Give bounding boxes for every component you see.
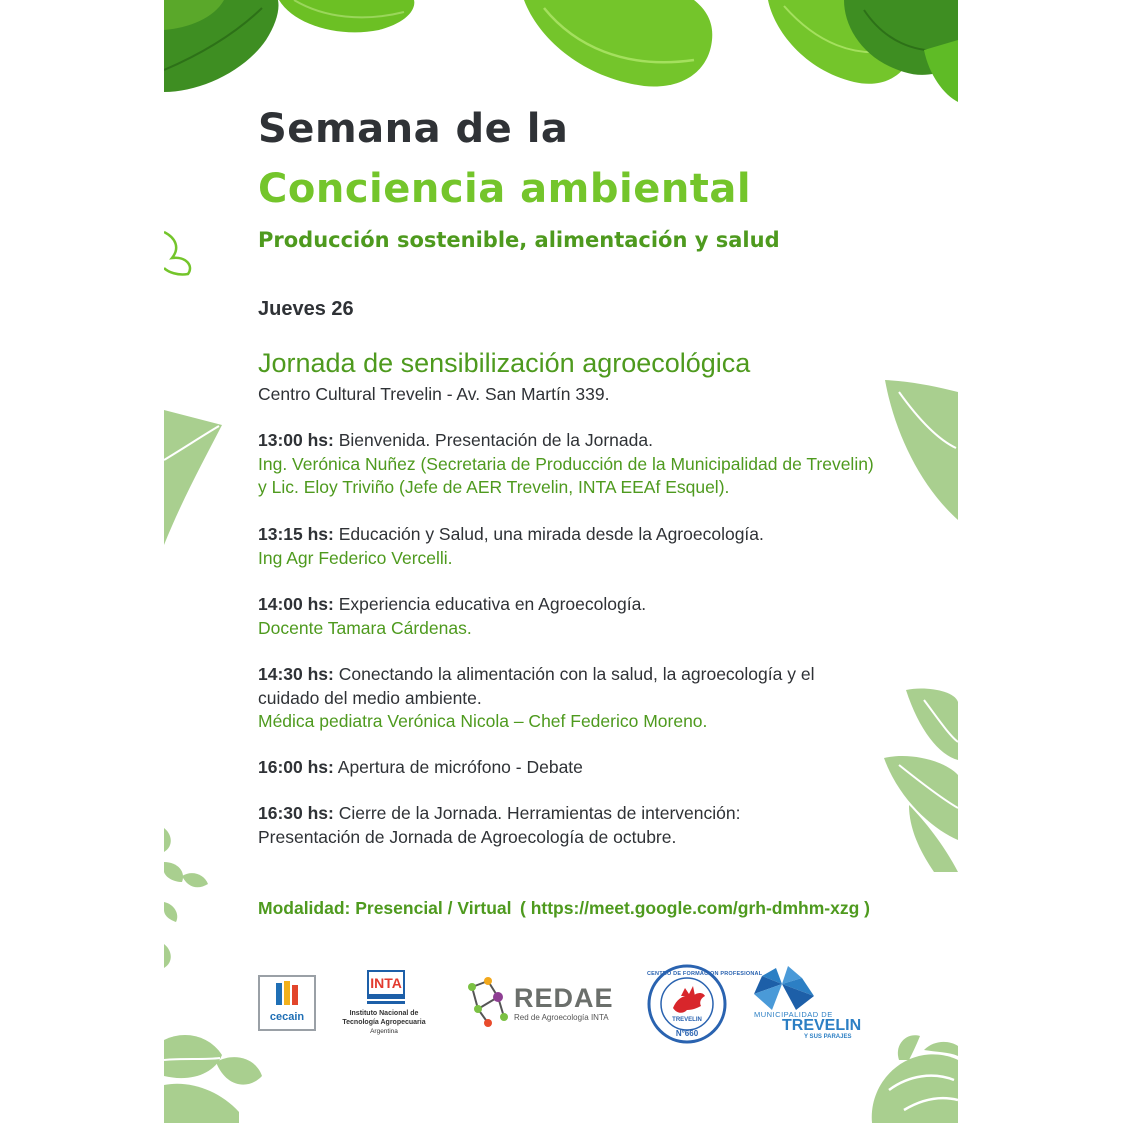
inta-mark: INTA <box>367 970 405 996</box>
leaf-bottom-left-2 <box>216 1057 262 1084</box>
title-line-1: Semana de la <box>258 106 569 152</box>
inta-logo <box>344 968 444 1038</box>
leaf-left-lower-3 <box>182 873 208 887</box>
leaf-right-middle <box>885 380 958 520</box>
network-icon <box>464 975 510 1031</box>
schedule-time: 13:00 hs: <box>258 430 334 450</box>
municipal-emblem-icon <box>752 966 816 1012</box>
schedule-desc: Cierre de la Jornada. Herramientas de intervención: <box>333 803 741 823</box>
leaf-left-lower-1 <box>164 828 171 852</box>
redae-caption: Red de Agroecología INTA <box>514 1013 609 1022</box>
inta-caption: Instituto Nacional de <box>349 1010 419 1017</box>
inta-rule <box>367 1001 405 1004</box>
leaf-outline-left <box>164 232 190 275</box>
schedule-desc: Experiencia educativa en Agroecología. <box>333 594 647 614</box>
poster <box>164 0 958 1123</box>
schedule-speaker: y Lic. Eloy Triviño (Jefe de AER Trevelin, INTA EEAf Esquel). <box>258 477 730 497</box>
cecain-text: cecain <box>269 1011 305 1023</box>
meet-link[interactable]: ( https://meet.google.com/grh-dmhm-xzg ) <box>520 898 870 918</box>
schedule-desc: Apertura de micrófono - Debate <box>333 757 583 777</box>
schedule-desc: Conectando la alimentación con la salud, la agroecología y el <box>333 664 815 684</box>
inta-caption: Tecnología Agropecuaria <box>342 1019 426 1026</box>
schedule-time: 16:30 hs: <box>258 803 334 823</box>
leaf-left-lower-2 <box>164 862 183 882</box>
modality-label: Modalidad: Presencial / Virtual <box>258 898 512 918</box>
leaf-bottom-left-3 <box>164 1084 239 1123</box>
leaf-right-lower-1 <box>906 689 958 761</box>
schedule-item <box>258 429 874 500</box>
schedule-time: 16:00 hs: <box>258 757 334 777</box>
schedule-item <box>258 523 764 570</box>
cfp-logo <box>647 964 763 1044</box>
title-line-2: Conciencia ambiental <box>258 166 752 212</box>
schedule-item <box>258 756 583 780</box>
schedule-time: 14:30 hs: <box>258 664 334 684</box>
muni-line-3: Y SUS PARAJES <box>804 1034 852 1040</box>
schedule-desc: Bienvenida. Presentación de la Jornada. <box>333 430 653 450</box>
leaf-left-lower-4 <box>164 902 177 922</box>
schedule-desc-cont: cuidado del medio ambiente. <box>258 687 482 708</box>
redae-logo <box>464 975 614 1035</box>
vegetable-bottom-right <box>872 1054 958 1123</box>
municipalidad-logo <box>752 966 872 1042</box>
schedule-desc: Educación y Salud, una mirada desde la Agroecología. <box>333 524 764 544</box>
event-title: Jornada de sensibilización agroecológica <box>258 348 751 378</box>
subtitle: Producción sostenible, alimentación y salud <box>258 228 780 252</box>
schedule-time: 13:15 hs: <box>258 524 334 544</box>
inta-caption: Argentina <box>370 1028 398 1035</box>
leaf-bottom-left-1 <box>164 1035 222 1078</box>
redae-text: REDAE <box>514 983 614 1013</box>
schedule-desc-cont: Presentación de Jornada de Agroecología de octubre. <box>258 826 677 847</box>
inta-rule <box>367 996 405 999</box>
cecain-logo <box>258 975 316 1031</box>
schedule-item <box>258 593 646 640</box>
day-label: Jueves 26 <box>258 298 354 320</box>
schedule-speaker: Médica pediatra Verónica Nicola – Chef Federico Moreno. <box>258 711 708 731</box>
cfp-number: N°660 <box>675 1029 699 1038</box>
cfp-city: TREVELIN <box>672 1017 702 1023</box>
schedule-speaker: Docente Tamara Cárdenas. <box>258 617 472 638</box>
leaf-top-center <box>524 0 712 87</box>
muni-line-1: MUNICIPALIDAD DE <box>754 1010 833 1019</box>
schedule-item <box>258 663 814 734</box>
event-location: Centro Cultural Trevelin - Av. San Martín 339. <box>258 384 610 404</box>
schedule-time: 14:00 hs: <box>258 594 334 614</box>
leaf-left-lower-5 <box>164 944 171 968</box>
cfp-ring-text: CENTRO DE FORMACION PROFESIONAL <box>647 971 763 977</box>
muni-line-2: TREVELIN <box>782 1017 862 1034</box>
schedule-item <box>258 802 740 849</box>
schedule-speaker: Ing Agr Federico Vercelli. <box>258 547 453 568</box>
schedule-speaker: Ing. Verónica Nuñez (Secretaria de Producción de la Municipalidad de Trevelin) <box>258 453 874 474</box>
